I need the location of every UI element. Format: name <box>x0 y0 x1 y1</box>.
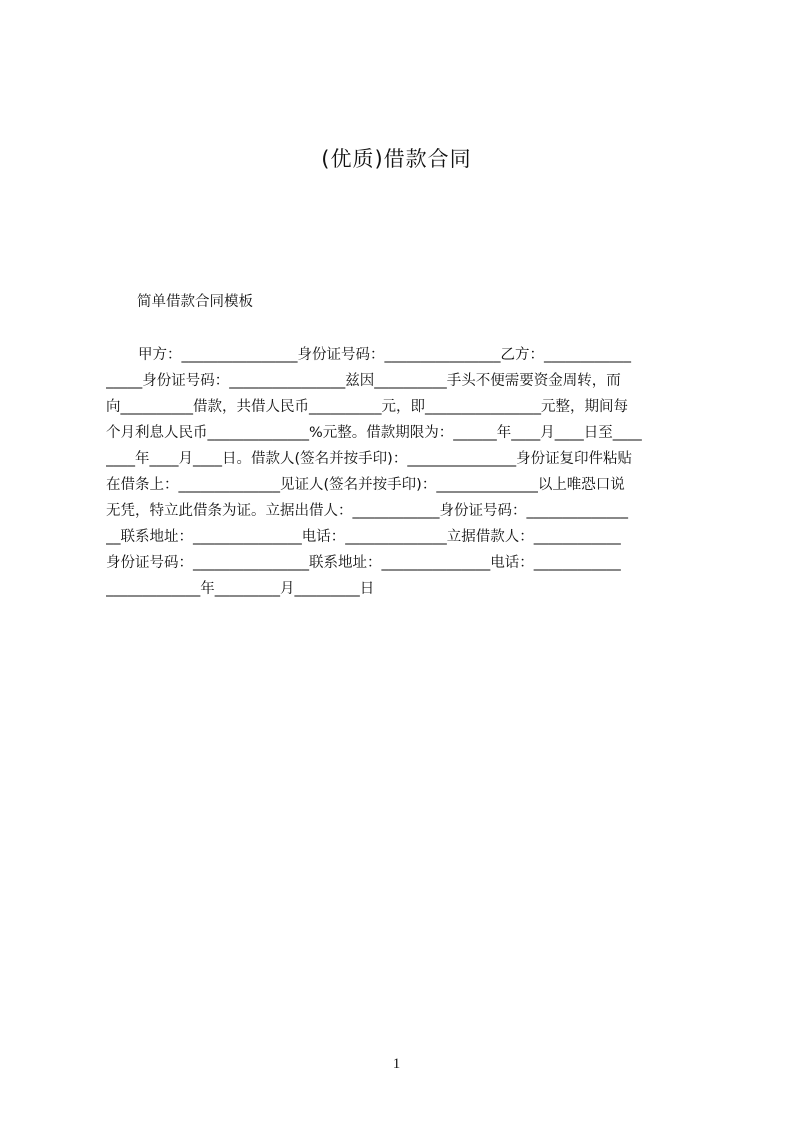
document-title: (优质)借款合同 <box>321 147 472 171</box>
contract-body <box>106 342 701 602</box>
body-line: 身份证号码：________________联系地址：_______________电话：____________ <box>106 555 621 571</box>
body-line: 个月利息人民币______________%元整。借款期限为：______年____月____日至____ <box>106 425 642 441</box>
body-line: 向__________借款，共借人民币__________元，即________________元整，期间每 <box>106 399 628 415</box>
page-number: 1 <box>392 1056 401 1072</box>
body-line: __联系地址：_______________电话：______________立据借款人：____________ <box>106 529 621 545</box>
body-line: _____________年_________月_________日 <box>106 581 375 597</box>
body-line: 甲方：________________身份证号码：________________乙方：____________ <box>138 347 631 363</box>
document-subtitle: 简单借款合同模板 <box>137 294 253 310</box>
body-line: 无凭，特立此借条为证。立据出借人：____________身份证号码：______________ <box>106 503 628 519</box>
body-line: ____年____月____日。借款人(签名并按手印)：_______________身份证复印件粘贴 <box>106 451 633 467</box>
body-line: _____身份证号码：________________兹因__________手头不便需要资金周转，而 <box>106 373 621 389</box>
body-line: 在借条上：______________见证人(签名并按手印)：______________以上唯恐口说 <box>106 477 625 493</box>
